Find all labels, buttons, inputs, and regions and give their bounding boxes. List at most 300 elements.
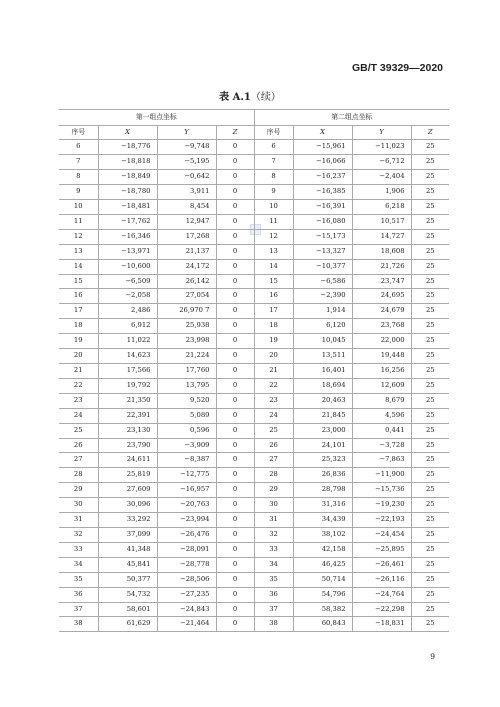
table-cell: 25 — [411, 393, 449, 408]
table-cell: 10 — [59, 200, 98, 215]
table-row — [59, 349, 449, 364]
table-cell: 0 — [216, 483, 254, 498]
table-cell: 25 — [411, 229, 449, 244]
table-cell: 30,096 — [98, 498, 157, 513]
table-cell: 46,425 — [293, 557, 352, 572]
table-cell: −3,728 — [352, 438, 411, 453]
table-cell: 35 — [59, 572, 98, 587]
table-cell: 23 — [254, 393, 293, 408]
table-cell: 25 — [411, 602, 449, 617]
table-row — [59, 229, 449, 244]
table-cell: 13 — [254, 244, 293, 259]
table-cell: 14 — [254, 259, 293, 274]
table-row — [59, 304, 449, 319]
table-cell: −18,818 — [98, 155, 157, 170]
table-cell: 0 — [216, 617, 254, 632]
table-cell: 1,914 — [293, 304, 352, 319]
table-cell: 0,441 — [352, 423, 411, 438]
table-cell: 12,609 — [352, 378, 411, 393]
table-cell: 0 — [216, 527, 254, 542]
table-cell: 37,099 — [98, 527, 157, 542]
table-cell: 21,137 — [157, 244, 216, 259]
table-row — [59, 408, 449, 423]
table-cell: 12 — [59, 229, 98, 244]
table-cell: 25 — [411, 527, 449, 542]
table-cell: −28,778 — [157, 557, 216, 572]
table-row — [59, 244, 449, 259]
table-cell: −28,506 — [157, 572, 216, 587]
table-cell: 12 — [254, 229, 293, 244]
table-cell: 25 — [411, 438, 449, 453]
table-cell: −2,404 — [352, 170, 411, 185]
table-cell: 0 — [216, 378, 254, 393]
table-cell: 25 — [411, 334, 449, 349]
group2-header: 第二组点坐标 — [254, 110, 449, 126]
table-cell: 0 — [216, 214, 254, 229]
table-cell: 14,727 — [352, 229, 411, 244]
table-cell: 18,608 — [352, 244, 411, 259]
table-cell: −6,712 — [352, 155, 411, 170]
table-cell: 0 — [216, 170, 254, 185]
column-header: 序号 — [254, 125, 293, 140]
table-cell: 0 — [216, 602, 254, 617]
table-cell: 7 — [59, 155, 98, 170]
table-row — [59, 498, 449, 513]
table-cell: 0 — [216, 140, 254, 155]
table-cell: 11 — [59, 214, 98, 229]
table-cell: 17 — [59, 304, 98, 319]
table-cell: 21 — [254, 364, 293, 379]
table-cell: 0 — [216, 423, 254, 438]
table-cell: 35 — [254, 572, 293, 587]
page-number: 9 — [430, 652, 435, 661]
table-cell: 17,566 — [98, 364, 157, 379]
table-cell: −16,391 — [293, 200, 352, 215]
table-cell: −8,387 — [157, 453, 216, 468]
table-cell: 12,947 — [157, 214, 216, 229]
table-cell: 6,912 — [98, 319, 157, 334]
table-cell: 4,596 — [352, 408, 411, 423]
table-cell: −17,762 — [98, 214, 157, 229]
table-cell: 31,316 — [293, 498, 352, 513]
table-cell: 26 — [59, 438, 98, 453]
table-row — [59, 468, 449, 483]
table-cell: −7,863 — [352, 453, 411, 468]
table-cell: 28 — [59, 468, 98, 483]
table-cell: 25 — [411, 542, 449, 557]
table-cell: 8,454 — [157, 200, 216, 215]
table-cell: 1,906 — [352, 185, 411, 200]
table-cell: 25 — [411, 214, 449, 229]
table-cell: 0 — [216, 274, 254, 289]
table-cell: 25 — [411, 483, 449, 498]
column-header: Z — [411, 125, 449, 140]
table-cell: −26,116 — [352, 572, 411, 587]
table-cell: 9,520 — [157, 393, 216, 408]
table-cell: 9 — [59, 185, 98, 200]
table-cell: 25 — [411, 200, 449, 215]
table-cell: 3,911 — [157, 185, 216, 200]
column-header: X — [293, 125, 352, 140]
table-cell: 18 — [254, 319, 293, 334]
column-header: 序号 — [59, 125, 98, 140]
table-cell: 33,292 — [98, 513, 157, 528]
table-cell: 23,000 — [293, 423, 352, 438]
table-cell: 0 — [216, 393, 254, 408]
table-cell: 25 — [411, 140, 449, 155]
table-cell: −16,957 — [157, 483, 216, 498]
table-cell: 23,747 — [352, 274, 411, 289]
table-cell: 0 — [216, 572, 254, 587]
table-cell: 19,792 — [98, 378, 157, 393]
table-cell: 36 — [254, 587, 293, 602]
table-cell: 0 — [216, 155, 254, 170]
table-cell: 0 — [216, 587, 254, 602]
table-cell: 25 — [411, 259, 449, 274]
table-cell: −11,023 — [352, 140, 411, 155]
table-row — [59, 140, 449, 155]
table-cell: −2,058 — [98, 289, 157, 304]
table-cell: 33 — [254, 542, 293, 557]
table-cell: 10,045 — [293, 334, 352, 349]
table-cell: 25 — [411, 498, 449, 513]
table-cell: 24,695 — [352, 289, 411, 304]
table-cell: 32 — [254, 527, 293, 542]
table-cell: −15,173 — [293, 229, 352, 244]
table-cell: 23 — [59, 393, 98, 408]
table-cell: 11 — [254, 214, 293, 229]
table-row — [59, 453, 449, 468]
table-row — [59, 214, 449, 229]
table-cell: 31 — [254, 513, 293, 528]
table-cell: 13 — [59, 244, 98, 259]
table-row — [59, 393, 449, 408]
table-row — [59, 587, 449, 602]
table-cell: 7 — [254, 155, 293, 170]
table-cell: 11,022 — [98, 334, 157, 349]
table-cell: 22,391 — [98, 408, 157, 423]
table-cell: −25,895 — [352, 542, 411, 557]
table-row — [59, 513, 449, 528]
table-cell: 25 — [411, 319, 449, 334]
table-cell: 0 — [216, 185, 254, 200]
table-cell: 6 — [59, 140, 98, 155]
table-cell: 30 — [59, 498, 98, 513]
table-cell: 27,054 — [157, 289, 216, 304]
table-cell: 0 — [216, 229, 254, 244]
table-cell: 16 — [254, 289, 293, 304]
table-cell: 26,836 — [293, 468, 352, 483]
table-cell: 42,158 — [293, 542, 352, 557]
table-cell: −18,481 — [98, 200, 157, 215]
table-cell: −9,748 — [157, 140, 216, 155]
table-cell: 25 — [411, 453, 449, 468]
table-cell: 17,760 — [157, 364, 216, 379]
table-cell: 54,796 — [293, 587, 352, 602]
table-cell: 0 — [216, 498, 254, 513]
table-cell: 26,142 — [157, 274, 216, 289]
table-cell: −6,509 — [98, 274, 157, 289]
table-cell: 25 — [411, 572, 449, 587]
table-cell: −28,091 — [157, 542, 216, 557]
table-cell: 26,970 7 — [157, 304, 216, 319]
table-cell: 10 — [254, 200, 293, 215]
table-cell: −10,377 — [293, 259, 352, 274]
table-cell: 23,790 — [98, 438, 157, 453]
table-cell: 25 — [411, 244, 449, 259]
table-cell: 32 — [59, 527, 98, 542]
table-cell: 23,768 — [352, 319, 411, 334]
table-cell: 20 — [254, 349, 293, 364]
table-cell: −23,994 — [157, 513, 216, 528]
table-cell: 24,611 — [98, 453, 157, 468]
table-cell: 27,609 — [98, 483, 157, 498]
table-cell: 21,726 — [352, 259, 411, 274]
table-cell: 61,629 — [98, 617, 157, 632]
column-header: Y — [157, 125, 216, 140]
table-row — [59, 319, 449, 334]
table-cell: 29 — [59, 483, 98, 498]
table-row — [59, 557, 449, 572]
table-cell: 25,938 — [157, 319, 216, 334]
table-cell: 54,732 — [98, 587, 157, 602]
table-cell: 8 — [254, 170, 293, 185]
table-cell: 19 — [59, 334, 98, 349]
table-cell: 22 — [254, 378, 293, 393]
table-cell: 36 — [59, 587, 98, 602]
table-cell: 25 — [411, 378, 449, 393]
group1-header: 第一组点坐标 — [59, 110, 254, 126]
table-cell: 6 — [254, 140, 293, 155]
table-cell: 21,350 — [98, 393, 157, 408]
table-cell: 22 — [59, 378, 98, 393]
table-cell: 15 — [254, 274, 293, 289]
table-row — [59, 155, 449, 170]
table-cell: −15,736 — [352, 483, 411, 498]
table-cell: 0 — [216, 259, 254, 274]
table-cell: 25 — [254, 423, 293, 438]
table-cell: 23,130 — [98, 423, 157, 438]
table-cell: 37 — [254, 602, 293, 617]
table-cell: 0 — [216, 557, 254, 572]
table-title-label: 表 A.1 — [219, 92, 251, 103]
table-cell: −11,900 — [352, 468, 411, 483]
table-cell: 31 — [59, 513, 98, 528]
table-cell: 33 — [59, 542, 98, 557]
table-cell: −22,298 — [352, 602, 411, 617]
table-cell: −20,763 — [157, 498, 216, 513]
table-cell: 41,348 — [98, 542, 157, 557]
table-cell: 0 — [216, 289, 254, 304]
table-cell: −21,464 — [157, 617, 216, 632]
table-cell: 0 — [216, 334, 254, 349]
table-cell: 14 — [59, 259, 98, 274]
table-cell: −13,327 — [293, 244, 352, 259]
table-cell: 25 — [59, 423, 98, 438]
table-cell: 25,819 — [98, 468, 157, 483]
table-row — [59, 542, 449, 557]
table-cell: 0 — [216, 200, 254, 215]
table-cell: 29 — [254, 483, 293, 498]
table-row — [59, 572, 449, 587]
table-cell: 6,218 — [352, 200, 411, 215]
table-cell: −26,461 — [352, 557, 411, 572]
table-cell: 16,401 — [293, 364, 352, 379]
table-cell: 18 — [59, 319, 98, 334]
table-row — [59, 438, 449, 453]
table-cell: 25 — [411, 423, 449, 438]
table-cell: 15 — [59, 274, 98, 289]
table-cell: 21 — [59, 364, 98, 379]
table-cell: −12,775 — [157, 468, 216, 483]
column-header: Y — [352, 125, 411, 140]
table-cell: 5,089 — [157, 408, 216, 423]
table-cell: 0,596 — [157, 423, 216, 438]
table-cell: 37 — [59, 602, 98, 617]
table-cell: 25 — [411, 155, 449, 170]
table-cell: 6,120 — [293, 319, 352, 334]
table-cell: 25 — [411, 408, 449, 423]
table-row — [59, 334, 449, 349]
table-row — [59, 364, 449, 379]
table-cell: 19,448 — [352, 349, 411, 364]
table-cell: 9 — [254, 185, 293, 200]
table-cell: 25 — [411, 587, 449, 602]
table-cell: 20 — [59, 349, 98, 364]
table-cell: 0 — [216, 453, 254, 468]
table-cell: 34,439 — [293, 513, 352, 528]
table-cell: 8,679 — [352, 393, 411, 408]
table-row — [59, 483, 449, 498]
table-cell: −22,193 — [352, 513, 411, 528]
table-cell: 25 — [411, 185, 449, 200]
table-cell: 23,998 — [157, 334, 216, 349]
table-cell: 38 — [59, 617, 98, 632]
standard-code: GB/T 39329—2020 — [351, 62, 443, 74]
table-cell: −10,600 — [98, 259, 157, 274]
table-cell: 21,845 — [293, 408, 352, 423]
table-cell: 21,224 — [157, 349, 216, 364]
table-cell: 0 — [216, 364, 254, 379]
table-cell: −18,849 — [98, 170, 157, 185]
table-cell: 19 — [254, 334, 293, 349]
table-cell: 25 — [411, 468, 449, 483]
table-cell: 16,256 — [352, 364, 411, 379]
table-cell: 50,377 — [98, 572, 157, 587]
table-cell: 2,486 — [98, 304, 157, 319]
table-cell: 45,841 — [98, 557, 157, 572]
table-cell: −19,230 — [352, 498, 411, 513]
table-cell: 26 — [254, 438, 293, 453]
table-cell: 25 — [411, 349, 449, 364]
table-cell: 0 — [216, 304, 254, 319]
table-cell: −16,066 — [293, 155, 352, 170]
table-cell: 22,000 — [352, 334, 411, 349]
table-cell: −16,080 — [293, 214, 352, 229]
table-cell: 25 — [411, 617, 449, 632]
table-cell: −16,385 — [293, 185, 352, 200]
table-cell: −16,346 — [98, 229, 157, 244]
column-header: X — [98, 125, 157, 140]
table-cell: 38,102 — [293, 527, 352, 542]
table-cell: 25 — [411, 304, 449, 319]
table-cell: −13,971 — [98, 244, 157, 259]
table-cell: −18,776 — [98, 140, 157, 155]
table-cell: 13,795 — [157, 378, 216, 393]
table-cell: 25 — [411, 513, 449, 528]
table-cell: 0 — [216, 542, 254, 557]
table-cell: 17 — [254, 304, 293, 319]
table-cell: 34 — [59, 557, 98, 572]
table-cell: 27 — [59, 453, 98, 468]
table-cell: −15,961 — [293, 140, 352, 155]
table-row — [59, 602, 449, 617]
table-row — [59, 185, 449, 200]
table-cell: −18,831 — [352, 617, 411, 632]
table-cell: 16 — [59, 289, 98, 304]
table-cell: 28 — [254, 468, 293, 483]
table-continued-label: （续） — [250, 92, 281, 103]
table-cell: 24,679 — [352, 304, 411, 319]
table-row — [59, 617, 449, 632]
table-cell: 0 — [216, 244, 254, 259]
table-cell: −2,390 — [293, 289, 352, 304]
table-cell: 28,798 — [293, 483, 352, 498]
table-cell: −6,586 — [293, 274, 352, 289]
table-cell: 25 — [411, 364, 449, 379]
table-cell: 25 — [411, 289, 449, 304]
table-cell: 0 — [216, 513, 254, 528]
table-cell: −18,780 — [98, 185, 157, 200]
table-row — [59, 289, 449, 304]
table-cell: 24,101 — [293, 438, 352, 453]
table-row — [59, 259, 449, 274]
table-cell: 34 — [254, 557, 293, 572]
table-row — [59, 274, 449, 289]
table-cell: 8 — [59, 170, 98, 185]
coordinate-table — [59, 109, 449, 632]
table-cell: 13,511 — [293, 349, 352, 364]
table-cell: −26,476 — [157, 527, 216, 542]
table-cell: 0 — [216, 319, 254, 334]
table-cell: 17,268 — [157, 229, 216, 244]
table-cell: 25 — [411, 557, 449, 572]
column-header: Z — [216, 125, 254, 140]
table-cell: 58,601 — [98, 602, 157, 617]
table-cell: 14,623 — [98, 349, 157, 364]
table-cell: 25,323 — [293, 453, 352, 468]
table-cell: 38 — [254, 617, 293, 632]
table-cell: 18,694 — [293, 378, 352, 393]
table-cell: 60,843 — [293, 617, 352, 632]
table-cell: 0 — [216, 438, 254, 453]
table-cell: 24 — [59, 408, 98, 423]
table-cell: −16,237 — [293, 170, 352, 185]
table-cell: 30 — [254, 498, 293, 513]
table-row — [59, 200, 449, 215]
table-cell: −24,764 — [352, 587, 411, 602]
table-row — [59, 527, 449, 542]
table-cell: 25 — [411, 170, 449, 185]
table-cell: 58,382 — [293, 602, 352, 617]
table-title — [0, 88, 500, 103]
table-cell: 0 — [216, 408, 254, 423]
table-cell: 0 — [216, 468, 254, 483]
table-cell: −27,235 — [157, 587, 216, 602]
table-row — [59, 170, 449, 185]
table-row — [59, 378, 449, 393]
table-cell: −0,642 — [157, 170, 216, 185]
